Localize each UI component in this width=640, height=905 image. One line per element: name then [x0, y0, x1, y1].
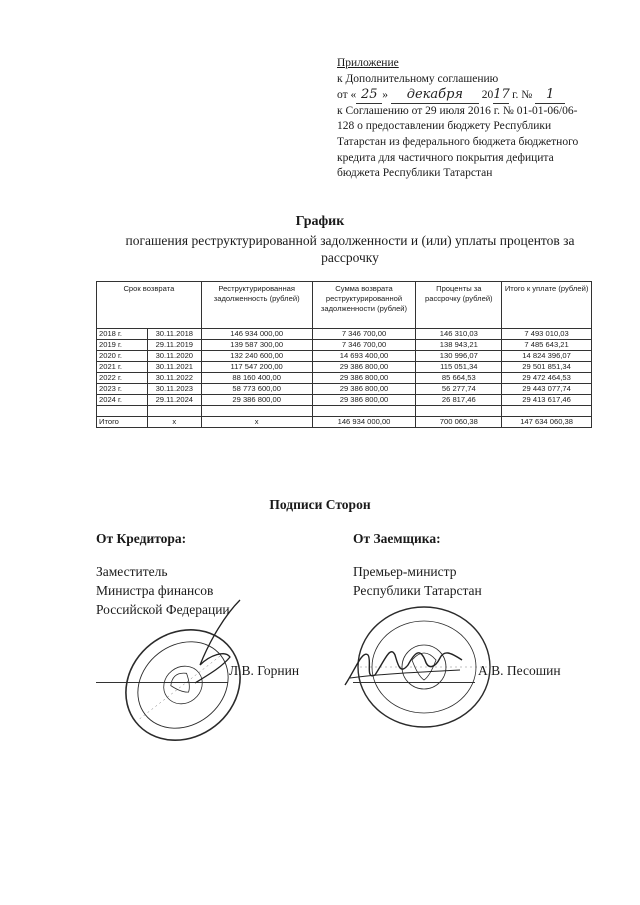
date-g: г. № [512, 89, 533, 102]
header-repayment-amount: Сумма возврата реструктурированной задолженности (рублей) [312, 282, 416, 329]
cell-interest: 26 817,46 [416, 395, 502, 406]
cell-interest: 130 996,07 [416, 351, 502, 362]
cell-date: 30.11.2020 [147, 351, 201, 362]
cell-interest: 115 051,34 [416, 362, 502, 373]
cell-year: 2021 г. [97, 362, 148, 373]
table-header-row [97, 282, 592, 329]
table-total-row [97, 417, 592, 428]
table-row [97, 362, 592, 373]
table-row [97, 340, 592, 351]
creditor-position-line-2: Министра финансов [96, 583, 214, 598]
cell-debt: 29 386 800,00 [201, 395, 312, 406]
date-year-handwritten: 17 [493, 87, 510, 103]
appendix-agreement-line: к Дополнительному соглашению [337, 72, 499, 85]
cell-year: 2020 г. [97, 351, 148, 362]
cell-repay: 29 386 800,00 [312, 362, 416, 373]
cell-debt: 88 160 400,00 [201, 373, 312, 384]
cell-date: 30.11.2023 [147, 384, 201, 395]
cell-empty [312, 406, 416, 417]
creditor-signatory-name: Л.В. Горнин [229, 663, 300, 678]
cell-total: 7 485 643,21 [502, 340, 592, 351]
cell-repay: 29 386 800,00 [312, 373, 416, 384]
cell-debt: 117 547 200,00 [201, 362, 312, 373]
borrower-heading: От Заемщика: [353, 531, 441, 546]
cell-repay: 29 386 800,00 [312, 395, 416, 406]
appendix-line-4: к Соглашению от 29 июля 2016 г. № 01-01-06/06- [337, 104, 578, 117]
cell-total: 29 472 464,53 [502, 373, 592, 384]
document-subtitle: погашения реструктурированной задолженности и (или) уплаты процентов за рассрочку [125, 233, 575, 265]
cell-year: 2018 г. [97, 329, 148, 340]
borrower-position-line-2: Республики Татарстан [353, 583, 482, 598]
cell-repay: 7 346 700,00 [312, 340, 416, 351]
cell-total: 29 443 077,74 [502, 384, 592, 395]
cell-year: 2022 г. [97, 373, 148, 384]
document-title: График [295, 214, 345, 229]
cell-interest: 85 664,53 [416, 373, 502, 384]
cell-year: 2024 г. [97, 395, 148, 406]
total-sum: 147 634 060,38 [502, 417, 592, 428]
cell-debt: 146 934 000,00 [201, 329, 312, 340]
cell-date: 29.11.2019 [147, 340, 201, 351]
cell-date: 30.11.2021 [147, 362, 201, 373]
repayment-schedule-table [96, 281, 592, 428]
cell-total: 29 413 617,46 [502, 395, 592, 406]
table-row-empty [97, 406, 592, 417]
creditor-position-line-3: Российской Федерации [96, 602, 230, 617]
appendix-label: Приложение [337, 57, 399, 69]
appendix-line-7: кредита для частичного покрытия дефицита [337, 151, 554, 164]
cell-empty [147, 406, 201, 417]
total-x1: х [147, 417, 201, 428]
cell-empty [502, 406, 592, 417]
appendix-line-5: 128 о предоставлении бюджету Республики [337, 120, 552, 133]
appendix-line-6: Татарстан из федерального бюджета бюджетного [337, 135, 579, 148]
date-mid: » [382, 89, 388, 102]
creditor-heading: От Кредитора: [96, 531, 187, 546]
cell-repay: 29 386 800,00 [312, 384, 416, 395]
table-row [97, 373, 592, 384]
cell-debt: 58 773 600,00 [201, 384, 312, 395]
date-number-handwritten: 1 [535, 87, 565, 104]
borrower-signature [340, 630, 470, 700]
cell-debt: 132 240 600,00 [201, 351, 312, 362]
date-year-prefix: 20 [481, 89, 494, 102]
cell-total: 14 824 396,07 [502, 351, 592, 362]
cell-date: 30.11.2022 [147, 373, 201, 384]
cell-interest: 146 310,03 [416, 329, 502, 340]
appendix-header [337, 56, 627, 182]
borrower-signatory-name: А.В. Песошин [478, 663, 561, 678]
cell-total: 29 501 851,34 [502, 362, 592, 373]
cell-interest: 138 943,21 [416, 340, 502, 351]
header-due-date: Срок возврата [97, 282, 202, 329]
header-total: Итого к уплате (рублей) [502, 282, 592, 329]
creditor-position-line-1: Заместитель [96, 564, 168, 579]
cell-empty [97, 406, 148, 417]
appendix-date-line [337, 87, 627, 104]
date-day-handwritten: 25 [356, 87, 382, 104]
total-interest: 700 060,38 [416, 417, 502, 428]
header-restructured-debt: Реструктурированная задолженность (рублей) [201, 282, 312, 329]
cell-interest: 56 277,74 [416, 384, 502, 395]
cell-repay: 14 693 400,00 [312, 351, 416, 362]
header-interest: Проценты за рассрочку (рублей) [416, 282, 502, 329]
borrower-position-line-1: Премьер-министр [353, 564, 457, 579]
total-repay: 146 934 000,00 [312, 417, 416, 428]
table-body [97, 329, 592, 428]
cell-date: 30.11.2018 [147, 329, 201, 340]
cell-empty [416, 406, 502, 417]
appendix-line-8: бюджета Республики Татарстан [337, 167, 493, 180]
signatures-title: Подписи Сторон [269, 497, 371, 512]
cell-year: 2019 г. [97, 340, 148, 351]
cell-debt: 139 587 300,00 [201, 340, 312, 351]
cell-repay: 7 346 700,00 [312, 329, 416, 340]
creditor-signature [170, 595, 250, 690]
cell-year: 2023 г. [97, 384, 148, 395]
table-row [97, 395, 592, 406]
date-month-handwritten: декабря [391, 87, 479, 104]
table-row [97, 329, 592, 340]
total-x2: х [201, 417, 312, 428]
cell-date: 29.11.2024 [147, 395, 201, 406]
date-prefix: от « [337, 89, 357, 102]
table-row [97, 384, 592, 395]
borrower-position [353, 562, 482, 600]
cell-empty [201, 406, 312, 417]
cell-total: 7 493 010,03 [502, 329, 592, 340]
table-row [97, 351, 592, 362]
total-label: Итого [97, 417, 148, 428]
